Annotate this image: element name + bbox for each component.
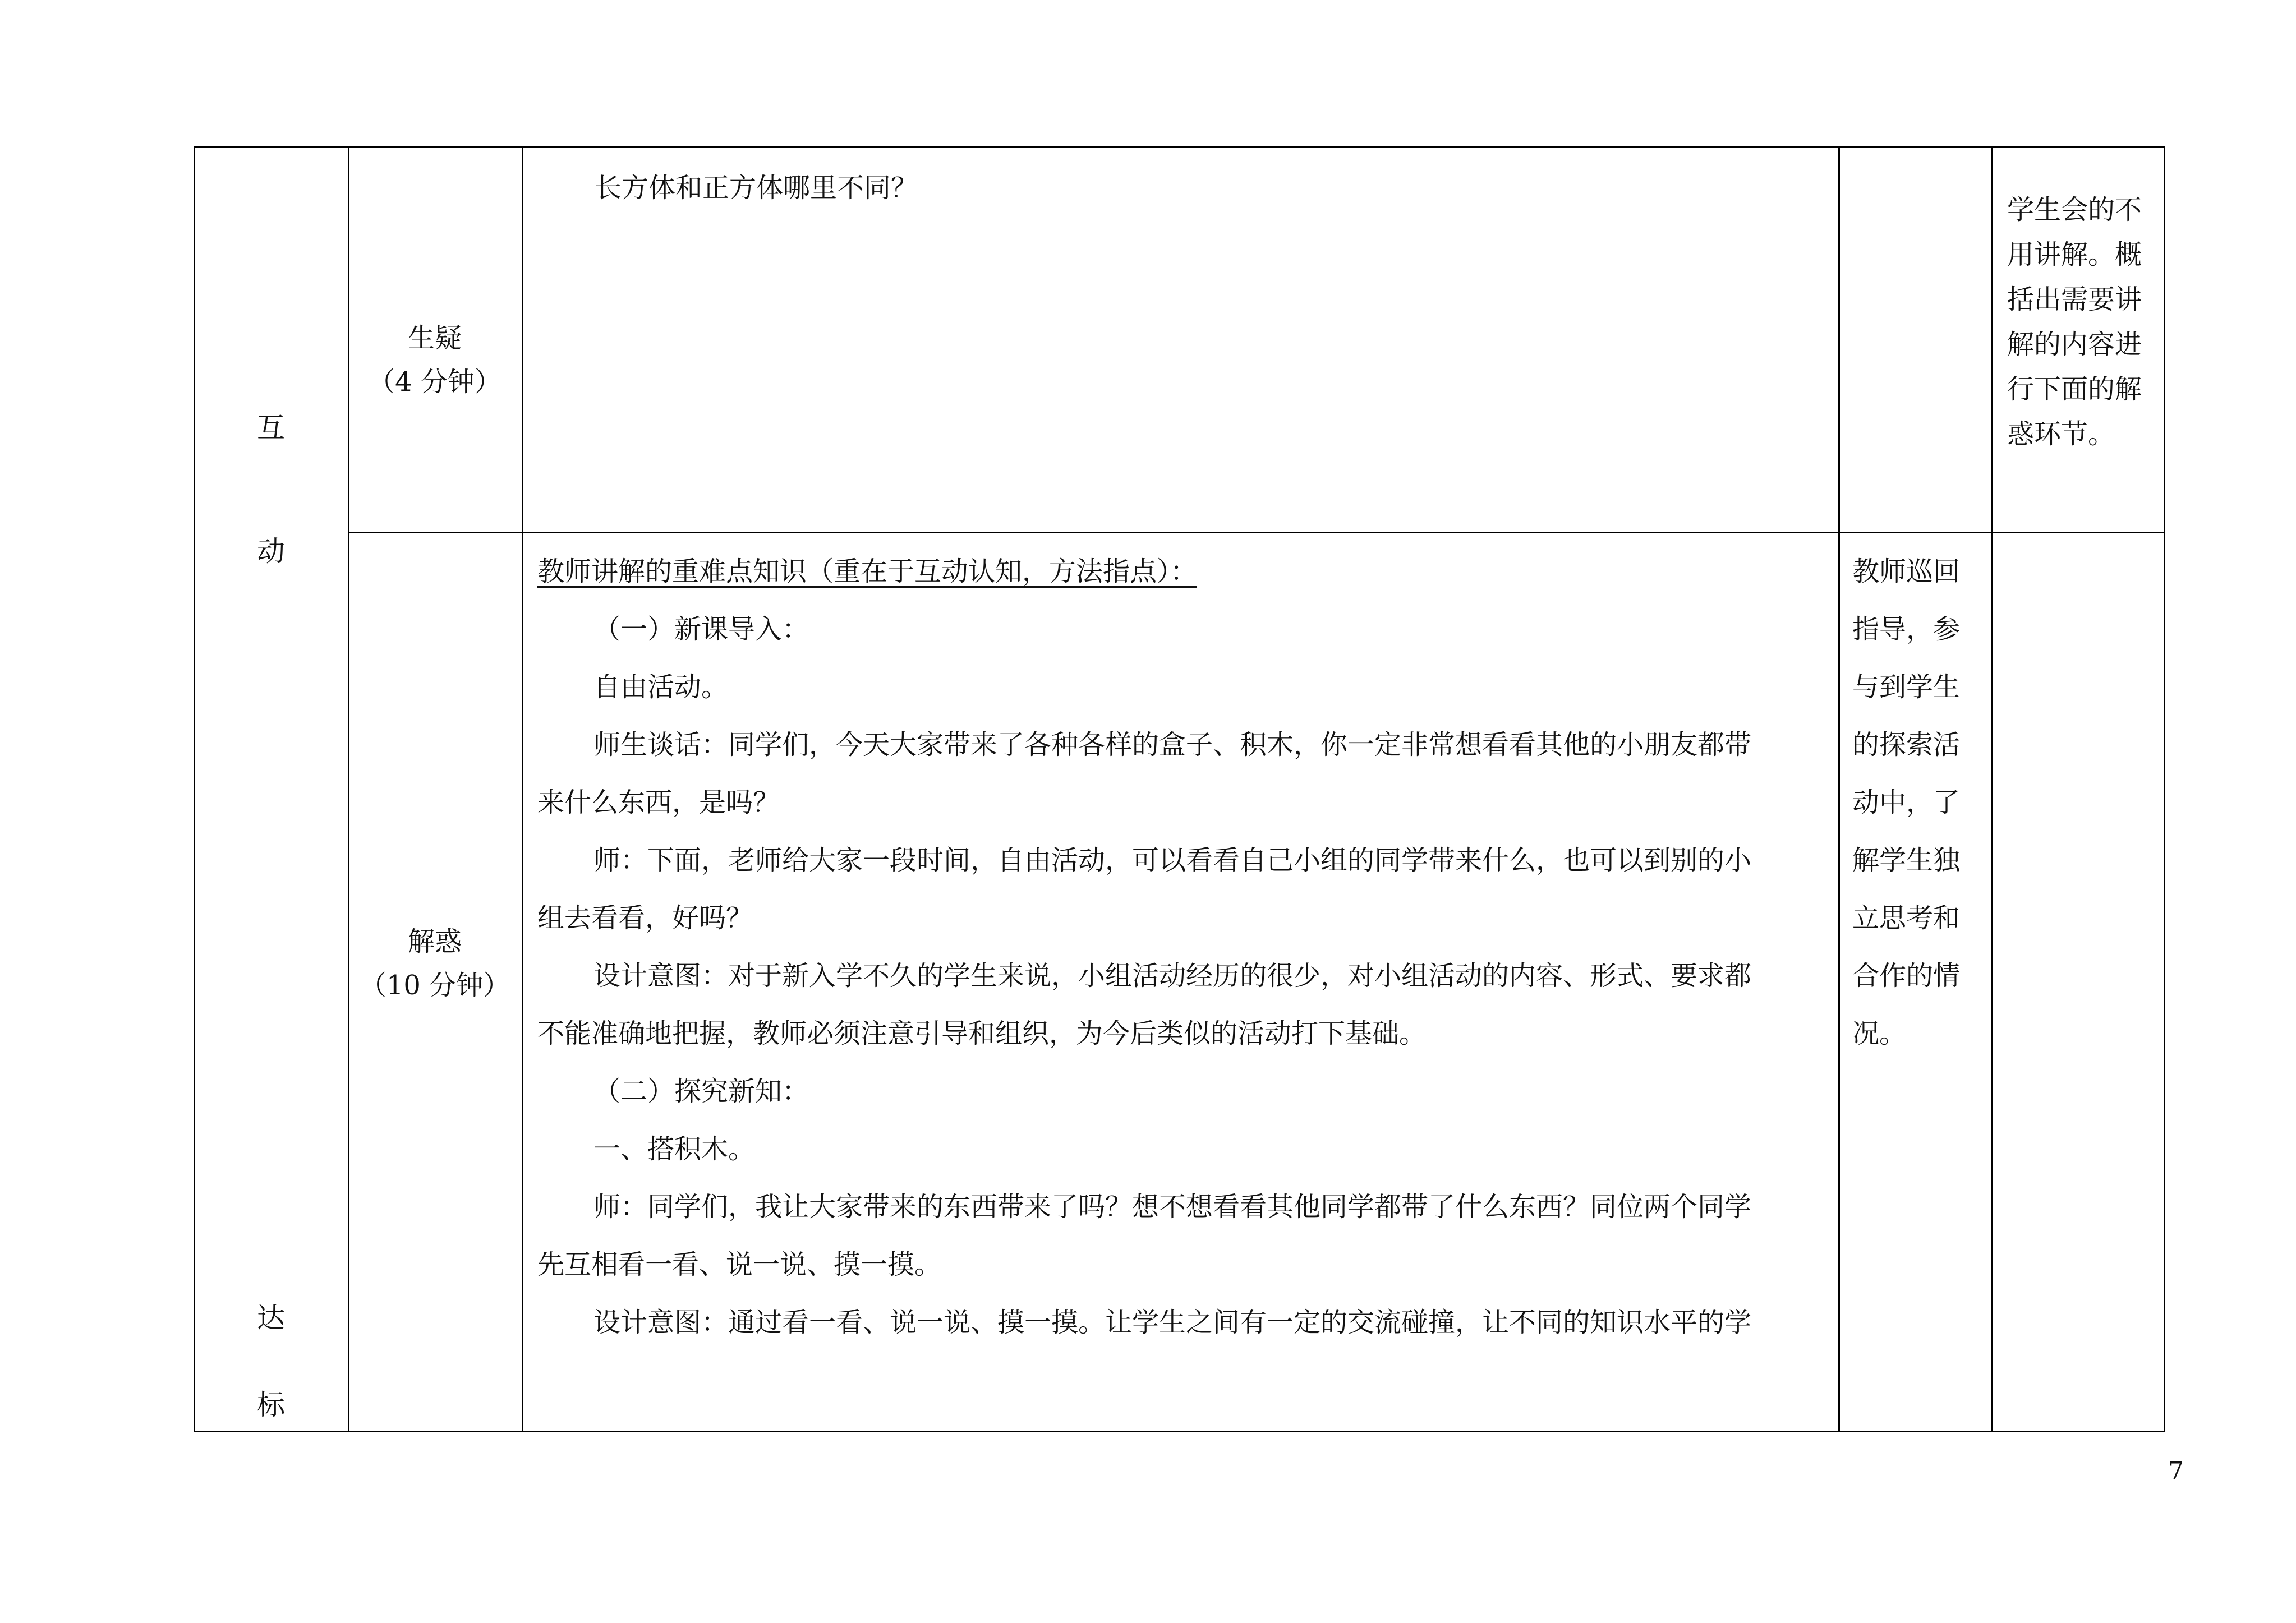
note-line: 括出需要讲 (2007, 284, 2142, 315)
table-bottom-border (194, 1431, 2165, 1432)
phase-duration: （4 分钟） (368, 366, 501, 398)
content-line: 师：下面，老师给大家一段时间，自由活动，可以看看自己小组的同学带来什么，也可以到别的小 (593, 845, 1752, 876)
content-line: 设计意图：对于新入学不久的学生来说，小组活动经历的很少，对小组活动的内容、形式、要求都 (593, 960, 1752, 992)
page-number: 7 (2168, 1457, 2184, 1486)
content-line: （一）新课导入： (593, 614, 809, 645)
content-line: 设计意图：通过看一看、说一说、摸一摸。让学生之间有一定的交流碰撞，让不同的知识水平的学 (593, 1307, 1752, 1338)
phase-label-doubt (348, 316, 522, 404)
content-line: 师：同学们，我让大家带来的东西带来了吗？想不想看看其他同学都带了什么东西？同位两个同学 (593, 1191, 1752, 1223)
content-heading: 教师讲解的重难点知识（重在于互动认知，方法指点）： (537, 556, 1198, 587)
phase-title: 生疑 (407, 322, 462, 354)
activity-line: 解学生独 (1852, 845, 1961, 876)
content-line: （二）探究新知： (593, 1076, 809, 1107)
content-line: 来什么东西，是吗？ (537, 787, 780, 818)
activity-line: 立思考和 (1852, 902, 1961, 934)
activity-line: 的探索活 (1852, 729, 1961, 760)
stage-char-dong: 动 (257, 535, 285, 568)
activity-line: 况。 (1852, 1018, 1907, 1049)
content-line: 师生谈话：同学们，今天大家带来了各种各样的盒子、积木，你一定非常想看看其他的小朋友都带 (593, 729, 1752, 760)
phase-duration: （10 分钟） (359, 970, 510, 1001)
note-line: 用讲解。概 (2007, 239, 2142, 270)
column-divider-4 (1991, 146, 1993, 1432)
phase-title: 解惑 (407, 926, 462, 957)
activity-line: 动中，了 (1852, 787, 1961, 818)
column-divider-2 (522, 146, 523, 1432)
stage-char-hu: 互 (257, 412, 285, 444)
content-line: 不能准确地把握，教师必须注意引导和组织，为今后类似的活动打下基础。 (537, 1018, 1427, 1049)
resolve-content (537, 543, 1751, 1352)
activity-line: 合作的情 (1852, 960, 1961, 992)
row-divider (348, 532, 2165, 533)
content-line: 组去看看，好吗？ (537, 902, 753, 934)
content-line: 先互相看一看、说一说、摸一摸。 (537, 1249, 942, 1280)
stage-char-da: 达 (257, 1302, 285, 1334)
teacher-activity-resolve (1852, 543, 1960, 1063)
table-top-border (194, 146, 2165, 148)
note-line: 惑环节。 (2007, 418, 2115, 450)
note-line: 学生会的不 (2007, 194, 2142, 225)
phase-label-resolve (348, 920, 522, 1007)
activity-line: 指导，参 (1852, 614, 1961, 645)
activity-line: 教师巡回 (1852, 556, 1961, 587)
doubt-question: 长方体和正方体哪里不同？ (595, 172, 918, 204)
column-divider-3 (1838, 146, 1840, 1432)
note-line: 解的内容进 (2007, 329, 2142, 360)
table-right-border (2164, 146, 2165, 1432)
activity-line: 与到学生 (1852, 671, 1961, 703)
stage-char-biao: 标 (257, 1389, 285, 1421)
design-note-doubt (2007, 187, 2142, 457)
table-left-border (194, 146, 195, 1432)
content-line: 一、搭积木。 (593, 1133, 756, 1165)
note-line: 行下面的解 (2007, 374, 2142, 405)
content-line: 自由活动。 (593, 671, 729, 703)
